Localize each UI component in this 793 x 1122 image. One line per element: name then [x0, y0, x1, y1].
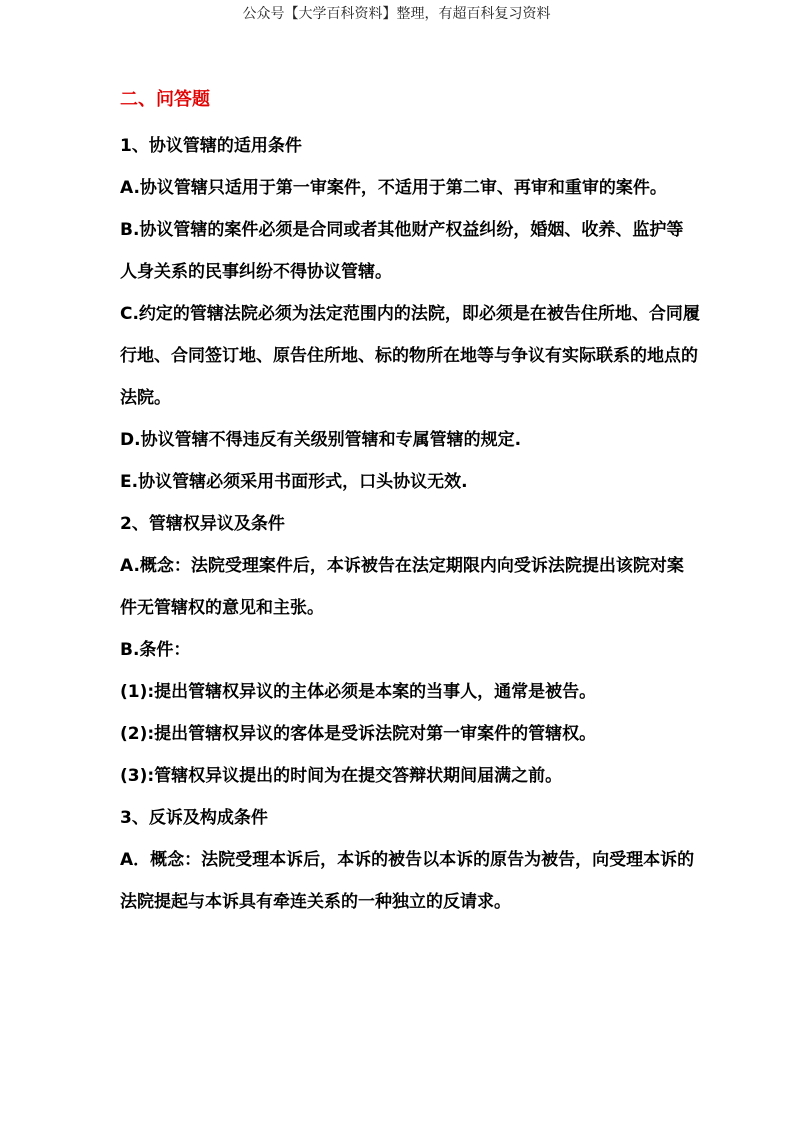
- paragraph-1e: E.协议管辖必须采用书面形式，口头协议无效.: [120, 472, 468, 492]
- condition-1: (1):提出管辖权异议的主体必须是本案的当事人，通常是被告。: [120, 682, 597, 702]
- paragraph-2a: A.概念：法院受理案件后，本诉被告在法定期限内向受诉法院提出该院对案件无管辖权的意见和主张。: [120, 556, 684, 618]
- paragraph-1d: D.协议管辖不得违反有关级别管辖和专属管辖的规定.: [120, 430, 522, 450]
- section-title: 二、问答题: [120, 89, 210, 110]
- condition-3: (3):管辖权异议提出的时间为在提交答辩状期间届满之前。: [120, 766, 563, 786]
- heading-1: 1、协议管辖的适用条件: [120, 136, 302, 156]
- paragraph-3a: A．概念：法院受理本诉后，本诉的被告以本诉的原告为被告，向受理本诉的法院提起与本诉具有牵连关系的一种独立的反请求。: [120, 850, 695, 912]
- paragraph-1c: C.约定的管辖法院必须为法定范围内的法院，即必须是在被告住所地、合同履行地、合同签订地、原告住所地、标的物所在地等与争议有实际联系的地点的法院。: [120, 304, 700, 408]
- heading-2: 2、管辖权异议及条件: [120, 514, 285, 534]
- paragraph-2b: B.条件：: [120, 640, 191, 660]
- page-header: 公众号【大学百科资料】整理，有超百科复习资料: [242, 6, 551, 22]
- paragraph-1a: A.协议管辖只适用于第一审案件，不适用于第二审、再审和重审的案件。: [120, 178, 667, 198]
- paragraph-1b: B.协议管辖的案件必须是合同或者其他财产权益纠纷，婚姻、收养、监护等人身关系的民事纠纷不得协议管辖。: [120, 220, 684, 282]
- heading-3: 3、反诉及构成条件: [120, 808, 268, 828]
- document-body: [120, 84, 700, 923]
- condition-2: (2):提出管辖权异议的客体是受诉法院对第一审案件的管辖权。: [120, 724, 597, 744]
